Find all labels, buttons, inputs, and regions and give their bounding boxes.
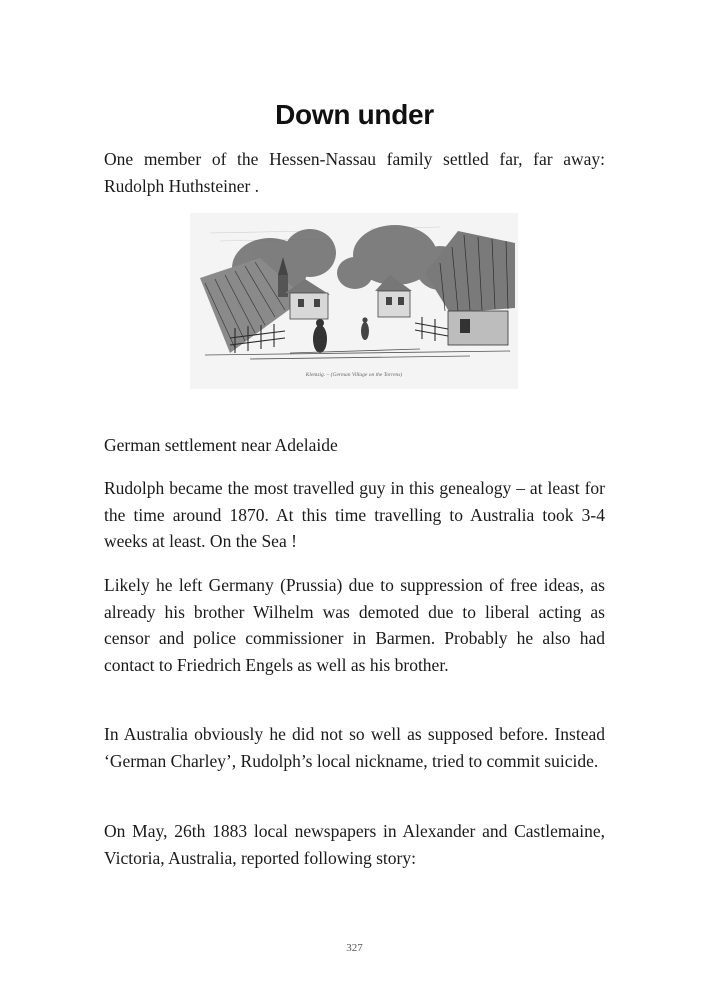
paragraph-intro: One member of the Hessen-Nassau family settled far, far away: Rudolph Huthsteiner .: [104, 149, 605, 196]
page-number: 327: [346, 942, 363, 954]
page-title: Down under: [275, 98, 434, 130]
paragraph-australia: In Australia obviously he did not so well as supposed before. Instead ‘German Charley’, Rudolph’s local nickname, tried to commit suicide.: [104, 724, 605, 771]
engraving-caption: Klemzig. – (German Village on the Torrens): [305, 372, 403, 378]
paragraph-newspaper: On May, 26th 1883 local newspapers in Alexander and Castlemaine, Victoria, Australia, reported following story:: [104, 821, 605, 868]
engraving-illustration: [190, 213, 518, 389]
figure-caption: German settlement near Adelaide: [104, 435, 338, 455]
paragraph-prussia: Likely he left Germany (Prussia) due to suppression of free ideas, as already his brother Wilhelm was demoted due to liberal acting as censor and police commissioner in Barmen. Probably he also had contact to Friedrich Engels as well as his brother.: [104, 575, 605, 675]
paragraph-travel: Rudolph became the most travelled guy in this genealogy – at least for the time around 1870. At this time travelling to Australia took 3-4 weeks at least. On the Sea !: [104, 478, 605, 551]
